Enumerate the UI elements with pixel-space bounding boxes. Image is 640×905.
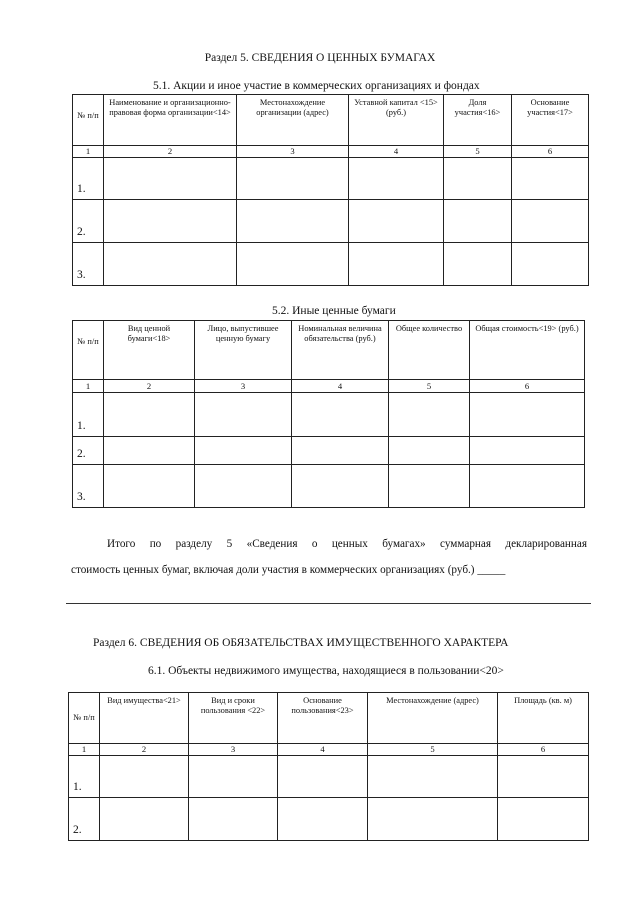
row-number: 2.: [69, 798, 100, 841]
empty-cell[interactable]: [237, 158, 349, 200]
empty-cell[interactable]: [292, 465, 389, 508]
empty-cell[interactable]: [292, 437, 389, 465]
header-cell: Общее количество: [389, 321, 470, 380]
table-row: [69, 798, 589, 841]
column-number: 6: [470, 380, 585, 393]
empty-cell[interactable]: [498, 798, 589, 841]
empty-cell[interactable]: [444, 158, 512, 200]
table-5-2: [72, 320, 585, 508]
section5-title: Раздел 5. СВЕДЕНИЯ О ЦЕННЫХ БУМАГАХ: [204, 52, 436, 64]
empty-cell[interactable]: [512, 243, 589, 286]
header-cell: № п/п: [69, 693, 100, 744]
empty-cell[interactable]: [195, 393, 292, 437]
header-cell: Уставной капитал <15> (руб.): [349, 95, 444, 146]
column-number: 1: [73, 380, 104, 393]
header-cell: № п/п: [73, 95, 104, 146]
table-row: [69, 756, 589, 798]
column-number: 4: [278, 744, 368, 756]
empty-cell[interactable]: [470, 465, 585, 508]
empty-cell[interactable]: [349, 243, 444, 286]
table-row: [73, 243, 589, 286]
column-number: 2: [104, 380, 195, 393]
empty-cell[interactable]: [512, 200, 589, 243]
divider-line: [66, 603, 591, 604]
empty-cell[interactable]: [389, 393, 470, 437]
empty-cell[interactable]: [470, 437, 585, 465]
empty-cell[interactable]: [100, 756, 189, 798]
header-cell: Основание пользования<23>: [278, 693, 368, 744]
empty-cell[interactable]: [389, 465, 470, 508]
empty-cell[interactable]: [195, 437, 292, 465]
empty-cell[interactable]: [278, 798, 368, 841]
header-cell: Наименование и организационно-правовая форма организации<14>: [104, 95, 237, 146]
table-row: [73, 465, 585, 508]
header-cell: № п/п: [73, 321, 104, 380]
row-number: 3.: [73, 465, 104, 508]
header-cell: Доля участия<16>: [444, 95, 512, 146]
empty-cell[interactable]: [100, 798, 189, 841]
header-cell: Вид имущества<21>: [100, 693, 189, 744]
total-line-2: стоимость ценных бумаг, включая доли участия в коммерческих организациях (руб.) _____: [71, 564, 506, 576]
header-cell: Вид и сроки пользования <22>: [189, 693, 278, 744]
table-row: [73, 393, 585, 437]
empty-cell[interactable]: [368, 756, 498, 798]
empty-cell[interactable]: [237, 200, 349, 243]
row-number: 1.: [73, 158, 104, 200]
column-number: 3: [195, 380, 292, 393]
column-number: 2: [100, 744, 189, 756]
empty-cell[interactable]: [444, 243, 512, 286]
header-cell: Основание участия<17>: [512, 95, 589, 146]
column-number: 5: [368, 744, 498, 756]
column-number: 5: [444, 146, 512, 158]
column-number: 1: [69, 744, 100, 756]
empty-cell[interactable]: [104, 200, 237, 243]
table-row: [73, 437, 585, 465]
column-number: 4: [292, 380, 389, 393]
empty-cell[interactable]: [292, 393, 389, 437]
empty-cell[interactable]: [104, 437, 195, 465]
empty-cell[interactable]: [512, 158, 589, 200]
empty-cell[interactable]: [237, 243, 349, 286]
row-number: 2.: [73, 200, 104, 243]
empty-cell[interactable]: [104, 158, 237, 200]
empty-cell[interactable]: [498, 756, 589, 798]
column-number: 6: [498, 744, 589, 756]
row-number: 1.: [73, 393, 104, 437]
column-number: 5: [389, 380, 470, 393]
empty-cell[interactable]: [349, 158, 444, 200]
row-number: 2.: [73, 437, 104, 465]
empty-cell[interactable]: [444, 200, 512, 243]
header-cell: Лицо, выпустившее ценную бумагу: [195, 321, 292, 380]
column-number: 4: [349, 146, 444, 158]
table-row: [73, 158, 589, 200]
header-cell: Площадь (кв. м): [498, 693, 589, 744]
empty-cell[interactable]: [278, 756, 368, 798]
empty-cell[interactable]: [368, 798, 498, 841]
section6-title: Раздел 6. СВЕДЕНИЯ ОБ ОБЯЗАТЕЛЬСТВАХ ИМУЩЕСТВЕННОГО ХАРАКТЕРА: [93, 637, 509, 649]
header-cell: Общая стоимость<19> (руб.): [470, 321, 585, 380]
header-cell: Вид ценной бумаги<18>: [104, 321, 195, 380]
table-row: [73, 200, 589, 243]
empty-cell[interactable]: [104, 243, 237, 286]
empty-cell[interactable]: [470, 393, 585, 437]
empty-cell[interactable]: [195, 465, 292, 508]
row-number: 1.: [69, 756, 100, 798]
empty-cell[interactable]: [104, 465, 195, 508]
column-number: 2: [104, 146, 237, 158]
column-number: 3: [237, 146, 349, 158]
table-5-1: [72, 94, 589, 286]
section5-2-title: 5.2. Иные ценные бумаги: [272, 305, 396, 317]
empty-cell[interactable]: [389, 437, 470, 465]
total-line-1: Итого по разделу 5 «Сведения о ценных бумагах» суммарная декларированная: [107, 538, 587, 550]
row-number: 3.: [73, 243, 104, 286]
section5-1-title: 5.1. Акции и иное участие в коммерческих организациях и фондах: [153, 80, 480, 92]
section5-total: [71, 531, 587, 583]
header-cell: Номинальная величина обязательства (руб.): [292, 321, 389, 380]
header-cell: Местонахождение организации (адрес): [237, 95, 349, 146]
empty-cell[interactable]: [189, 756, 278, 798]
column-number: 1: [73, 146, 104, 158]
empty-cell[interactable]: [189, 798, 278, 841]
header-cell: Местонахождение (адрес): [368, 693, 498, 744]
column-number: 6: [512, 146, 589, 158]
empty-cell[interactable]: [104, 393, 195, 437]
column-number: 3: [189, 744, 278, 756]
section6-1-title: 6.1. Объекты недвижимого имущества, находящиеся в пользовании<20>: [148, 665, 504, 677]
empty-cell[interactable]: [349, 200, 444, 243]
table-6-1: [68, 692, 589, 841]
